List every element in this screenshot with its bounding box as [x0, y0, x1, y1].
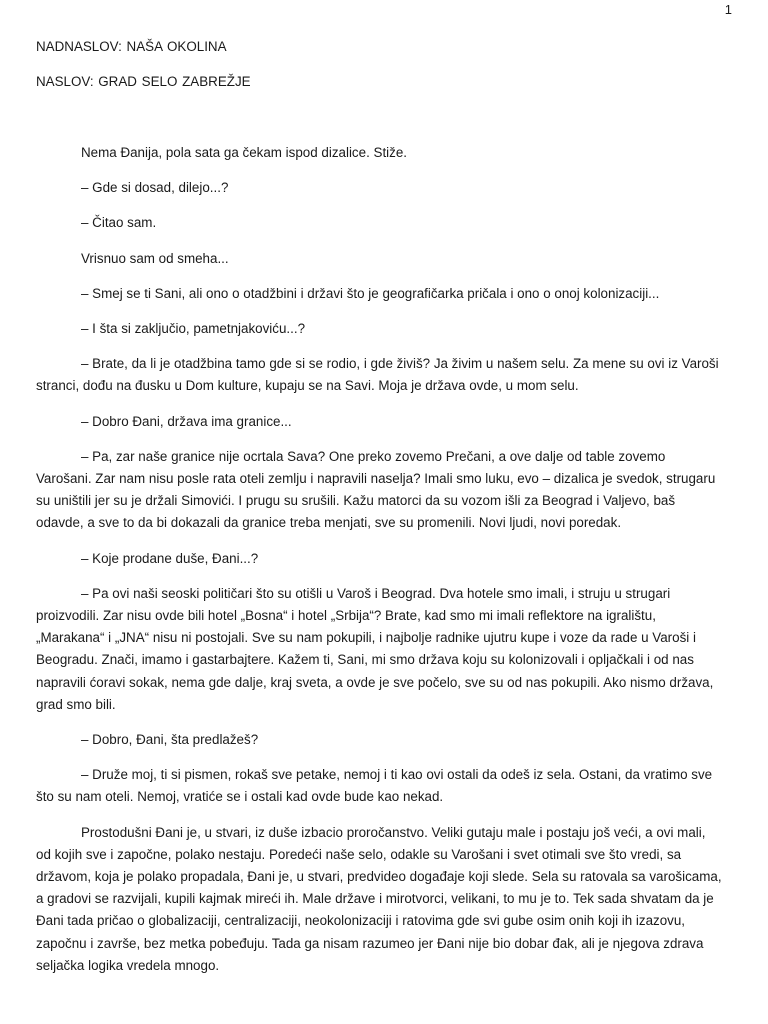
- paragraph: Vrisnuo sam od smeha...: [81, 250, 229, 266]
- title: NASLOV: GRAD SELO ZABREŽJE: [36, 74, 251, 89]
- paragraph: – Brate, da li je otadžbina tamo gde si se rodio, i gde živiš? Ja živim u našem selu. Za mene su ovi iz Varoši stranci, dođu na đusku u Dom kulture, kupaju se na Savi. Moja je država ovde, u mom selu.: [36, 356, 719, 394]
- paragraph: – Pa, zar naše granice nije ocrtala Sava? One preko zovemo Prečani, a ove dalje od table zovemo Varošani. Zar nam nisu posle rata oteli zemlju i napravili naselja? Imali smo luku, evo – dizalica je svedok, strugaru su uništili jer su je držali Simovići. I prugu su srušili. Kažu matorci da su vozom išli za Beograd i Valjevo, baš odavde, a sve to da bi dokazali da granice treba menjati, sve su promenili. Novi ljudi, novi poredak.: [36, 448, 716, 531]
- paragraph: – Dobro Đani, država ima granice...: [81, 413, 292, 429]
- paragraph: – Čitao sam.: [81, 215, 157, 231]
- paragraph: – Druže moj, ti si pismen, rokaš sve petake, nemoj i ti kao ovi ostali da odeš iz sela. Ostani, da vratimo sve što su nam oteli. Nemoj, vratiće se i ostali kad ovde bude kao nekad.: [36, 767, 713, 805]
- body-text: [36, 142, 724, 990]
- paragraph: – Koje prodane duše, Đani...?: [81, 550, 259, 566]
- paragraph: – Pa ovi naši seoski političari što su otišli u Varoš i Beograd. Dva hotele smo imali, i struju u strugari proizvodili. Zar nisu ovde bili hotel „Bosna“ i hotel „Srbija“? Brate, kad smo mi imali reflektore na igralištu, „Marakana“ i „JNA“ nisu ni postojali. Sve su nam pokupili, i najbolje radnike ujutru kupe i voze da rade u Varoši i Beogradu. Znači, imamo i gastarbajtere. Kažem ti, Sani, mi smo država koju su kolonizovali i opljačkali i od nas napravili ćoravi sokak, nema gde dalje, kraj sveta, a ovde je sve počelo, sve su od nas pokupili. Ako nismo država, grad smo bili.: [36, 585, 714, 712]
- paragraph: – Gde si dosad, dilejo...?: [81, 180, 229, 196]
- paragraph: – I šta si zaključio, pametnjakoviću...?: [81, 321, 306, 337]
- paragraph: – Dobro, Đani, šta predlažeš?: [81, 732, 259, 748]
- paragraph: Prostodušni Đani je, u stvari, iz duše izbacio proročanstvo. Veliki gutaju male i postaju još veći, a ovi mali, od kojih sve i započne, polako nestaju. Poredeći naše selo, odakle su Varošani i svet otimali sve što vredi, sa državom, koja je polako propadala, Đani je, u stvari, predvideo događaje koji slede. Sela su ratovala sa varošicama, a gradovi se razvijali, kupili kajmak mireći ih. Male države i mirotvorci, velikani, to mu je to. Tek sada shvatam da je Đani tada pričao o globalizaciji, centralizaciji, neokolonizaciji i ratovima gde svi gube osim onih koji ih izazovu, započnu i završe, bez metka pobeđuju. Tada ga nisam razumeo jer Đani nije bio dobar đak, ali je njegova zdrava seljačka logika vredela mnogo.: [36, 824, 722, 973]
- supertitle: NADNASLOV: NAŠA OKOLINA: [36, 39, 227, 54]
- page-number: 1: [724, 2, 732, 17]
- paragraph: – Smej se ti Sani, ali ono o otadžbini i državi što je geografičarka pričala i ono o onoj kolonizaciji...: [81, 285, 660, 301]
- paragraph: Nema Đanija, pola sata ga čekam ispod dizalice. Stiže.: [81, 145, 408, 160]
